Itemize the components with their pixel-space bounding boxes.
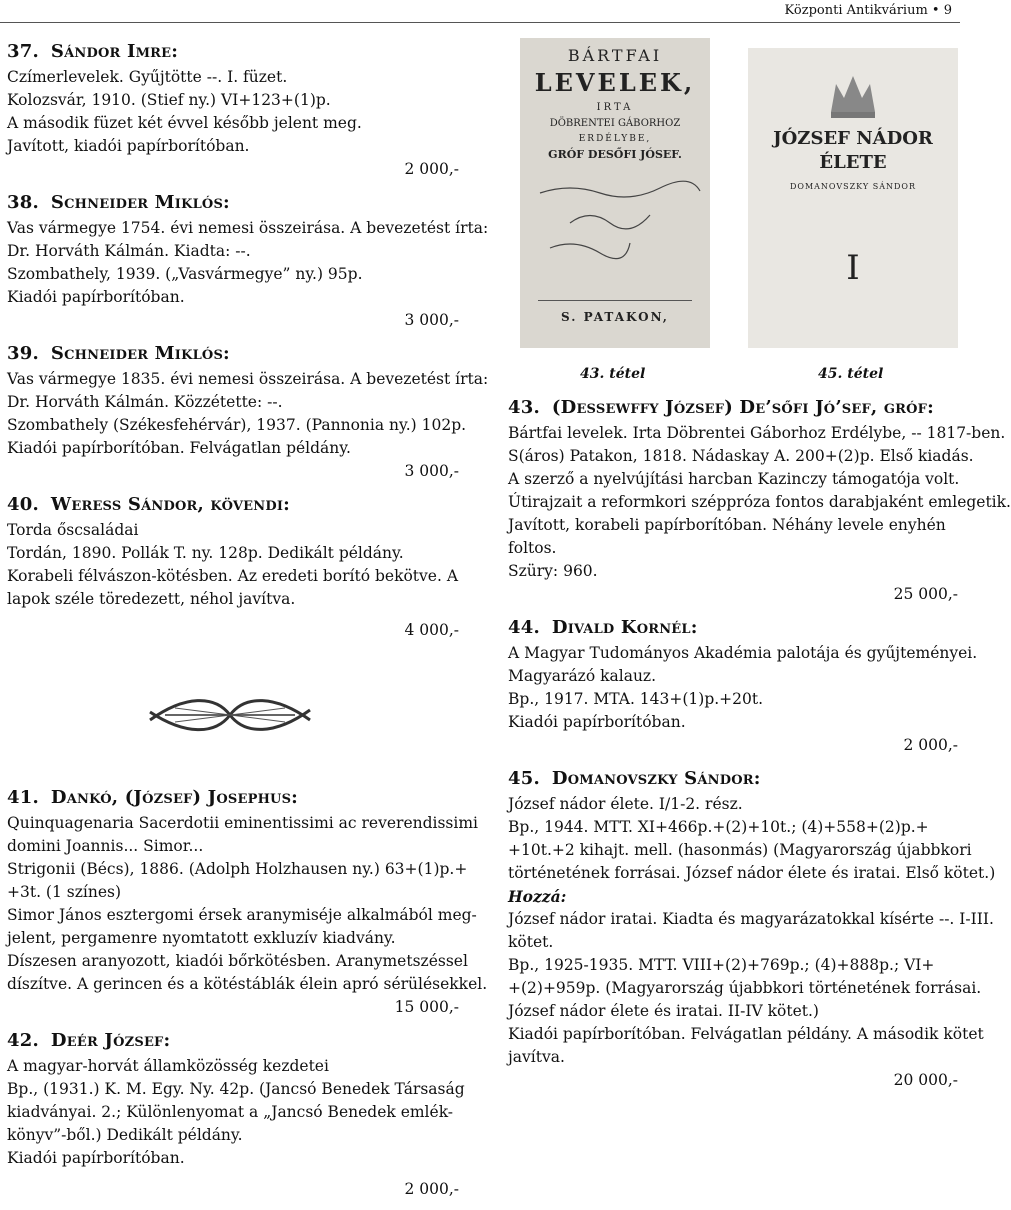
entry-price: 15 000,- xyxy=(394,998,459,1016)
catalog-entry-42 xyxy=(7,1029,465,1201)
entry-line: A Magyar Tudományos Akadémia palotája és gyűjteményei. xyxy=(508,644,978,662)
entry-line: domini Joannis... Simor... xyxy=(7,837,204,855)
entry-line: +10t.+2 kihajt. mell. (hasonmás) (Magyarország újabbkori xyxy=(508,841,972,859)
cover-text: LEVELEK, xyxy=(534,68,696,97)
entry-line: Útirajzait a reformkori széppróza fontos darabjaként emlegetik. xyxy=(508,493,1011,511)
entry-line: Czímerlevelek. Gyűjtötte --. I. füzet. xyxy=(7,68,288,86)
entry-price: 25 000,- xyxy=(893,585,958,603)
entry-line: lapok széle töredezett, néhol javítva. xyxy=(7,590,296,608)
entry-author: Sándor Imre: xyxy=(50,41,179,62)
entry-line: javítva. xyxy=(508,1048,565,1066)
entry-line: jelent, pergamenre nyomtatott exkluzív kiadvány. xyxy=(7,929,396,947)
header-title: Központi Antikvárium • 9 xyxy=(784,3,952,18)
ornament-divider xyxy=(145,690,315,740)
catalog-entry-44 xyxy=(508,616,978,757)
entry-line: Szombathely (Székesfehérvár), 1937. (Pannonia ny.) 102p. xyxy=(7,416,467,434)
entry-number: 43. xyxy=(508,397,540,418)
entry-author: Schneider Miklós: xyxy=(50,192,230,213)
cover-text: IRTA xyxy=(596,102,634,113)
entry-addition-label: Hozzá: xyxy=(508,887,567,906)
entry-number: 42. xyxy=(7,1030,39,1051)
entry-number: 45. xyxy=(508,768,540,789)
entry-author: Deér József: xyxy=(50,1030,171,1051)
entry-number: 37. xyxy=(7,41,39,62)
entry-line: díszítve. A gerincen és a kötéstáblák élein apró sérülésekkel. xyxy=(7,975,488,993)
cover-text: DOMANOVSZKY SÁNDOR xyxy=(789,182,916,191)
entry-line: Dr. Horváth Kálmán. Közzétette: --. xyxy=(7,393,283,411)
entry-heading xyxy=(7,786,459,810)
entry-line: Vas vármegye 1754. évi nemesi összeirása. A bevezetést írta: xyxy=(7,219,489,237)
entry-line: +(2)+959p. (Magyarország újabbkori történetének forrásai. xyxy=(508,979,982,997)
entry-author: (Dessewffy József) De’sőfi Jó’sef, gróf: xyxy=(551,397,934,418)
entry-price: 4 000,- xyxy=(404,621,459,639)
entry-author: Schneider Miklós: xyxy=(50,343,230,364)
crown-icon xyxy=(826,70,880,120)
entry-line: Bp., 1917. MTA. 143+(1)p.+20t. xyxy=(508,690,764,708)
entry-number: 38. xyxy=(7,192,39,213)
entry-line: Magyarázó kalauz. xyxy=(508,667,657,685)
entry-line: Kiadói papírborítóban. xyxy=(508,713,686,731)
entry-author: Domanovszky Sándor: xyxy=(551,768,761,789)
entry-heading xyxy=(508,616,958,640)
entry-line: Korabeli félvászon-kötésben. Az eredeti borító bekötve. A xyxy=(7,567,459,585)
entry-author: Divald Kornél: xyxy=(551,617,698,638)
entry-line: Kolozsvár, 1910. (Stief ny.) VI+123+(1)p. xyxy=(7,91,331,109)
divider xyxy=(538,300,692,301)
entry-line: Kiadói papírborítóban. xyxy=(7,288,185,306)
entry-author: Weress Sándor, kövendi: xyxy=(50,494,290,515)
cover-text: JÓZSEF NÁDOR xyxy=(773,128,933,149)
entry-heading xyxy=(7,191,459,215)
entry-line: A második füzet két évvel később jelent meg. xyxy=(7,114,362,132)
entry-price: 2 000,- xyxy=(404,1180,459,1198)
left-column xyxy=(7,40,489,652)
cover-text: GRÓF DESŐFI JÓSEF. xyxy=(548,148,682,161)
entry-heading xyxy=(7,493,459,517)
catalog-entry-39 xyxy=(7,342,489,483)
entry-line: Dr. Horváth Kálmán. Kiadta: --. xyxy=(7,242,251,260)
entry-line: kötet. xyxy=(508,933,554,951)
cover-text: S. PATAKON, xyxy=(561,310,669,324)
entry-line: A szerző a nyelvújítási harcban Kazinczy támogatója volt. xyxy=(508,470,960,488)
entry-line: Torda őscsaládai xyxy=(7,521,139,539)
entry-line: Javított, korabeli papírborítóban. Néhány levele enyhén xyxy=(508,516,946,534)
entry-line: Strigonii (Bécs), 1886. (Adolph Holzhausen ny.) 63+(1)p.+ xyxy=(7,860,468,878)
entry-heading xyxy=(508,767,958,791)
cover-text: ERDÉLYBE, xyxy=(578,134,652,144)
entry-line: kiadványai. 2.; Különlenyomat a „Jancsó Benedek emlék- xyxy=(7,1103,454,1121)
entry-line: Kiadói papírborítóban. Felvágatlan példány. xyxy=(7,439,351,457)
entry-number: 39. xyxy=(7,343,39,364)
entry-number: 41. xyxy=(7,787,39,808)
entry-price: 2 000,- xyxy=(404,160,459,178)
entry-line: Bártfai levelek. Irta Döbrentei Gáborhoz Erdélybe, -- 1817-ben. xyxy=(508,424,1006,442)
cover-text: ÉLETE xyxy=(819,152,887,173)
handwriting-dedication xyxy=(530,173,700,273)
entry-line: Díszesen aranyozott, kiadói bőrkötésben. Aranymetszéssel xyxy=(7,952,468,970)
book-cover-image-43 xyxy=(520,38,710,348)
catalog-entry-41 xyxy=(7,786,488,1019)
image-caption: 43. tétel xyxy=(580,366,646,382)
entry-line: Kiadói papírborítóban. Felvágatlan példány. A második kötet xyxy=(508,1025,984,1043)
entry-price: 3 000,- xyxy=(404,462,459,480)
entry-author: Dankó, (József) Josephus: xyxy=(50,787,299,808)
left-column-lower xyxy=(7,786,488,1201)
entry-line: könyv”-ből.) Dedikált példány. xyxy=(7,1126,243,1144)
catalog-entry-37 xyxy=(7,40,459,181)
entry-line: Simor János esztergomi érsek aranymiséje alkalmából meg- xyxy=(7,906,477,924)
entry-heading xyxy=(508,396,958,420)
entry-price: 3 000,- xyxy=(404,311,459,329)
entry-heading xyxy=(7,1029,459,1053)
image-caption: 45. tétel xyxy=(818,366,884,382)
entry-line: József nádor iratai. Kiadta és magyarázatokkal kísérte --. I-III. xyxy=(508,910,994,928)
entry-line: Szombathely, 1939. („Vasvármegye” ny.) 95p. xyxy=(7,265,363,283)
cover-text: I xyxy=(846,248,860,288)
cover-text: DÖBRENTEI GÁBORHOZ xyxy=(549,118,681,129)
right-column xyxy=(508,396,1011,1092)
entry-line: Kiadói papírborítóban. xyxy=(7,1149,185,1167)
entry-line: Javított, kiadói papírborítóban. xyxy=(7,137,250,155)
entry-line: Bp., (1931.) K. M. Egy. Ny. 42p. (Jancsó Benedek Társaság xyxy=(7,1080,465,1098)
entry-number: 40. xyxy=(7,494,39,515)
catalog-entry-45 xyxy=(508,767,996,1092)
entry-number: 44. xyxy=(508,617,540,638)
entry-line: Tordán, 1890. Pollák T. ny. 128p. Dedikált példány. xyxy=(7,544,404,562)
catalog-entry-40 xyxy=(7,493,459,642)
entry-heading xyxy=(7,40,459,64)
page-header xyxy=(0,0,960,23)
entry-line: +3t. (1 színes) xyxy=(7,883,122,901)
entry-price: 20 000,- xyxy=(893,1071,958,1089)
entry-line: foltos. xyxy=(508,539,557,557)
entry-heading xyxy=(7,342,459,366)
entry-line: S(áros) Patakon, 1818. Nádaskay A. 200+(2)p. Első kiadás. xyxy=(508,447,974,465)
entry-line: József nádor élete. I/1-2. rész. xyxy=(508,795,743,813)
entry-line: A magyar-horvát államközösség kezdetei xyxy=(7,1057,329,1075)
entry-price: 2 000,- xyxy=(903,736,958,754)
entry-line: Quinquagenaria Sacerdotii eminentissimi ac reverendissimi xyxy=(7,814,479,832)
entry-line: József nádor élete és iratai. II-IV kötet.) xyxy=(508,1002,819,1020)
entry-line: történetének forrásai. József nádor élete és iratai. Első kötet.) xyxy=(508,864,996,882)
entry-line: Bp., 1944. MTT. XI+466p.+(2)+10t.; (4)+558+(2)p.+ xyxy=(508,818,929,836)
book-cover-image-45 xyxy=(748,48,958,348)
entry-line: Bp., 1925-1935. MTT. VIII+(2)+769p.; (4)+888p.; VI+ xyxy=(508,956,935,974)
catalog-entry-43 xyxy=(508,396,1011,606)
entry-line: Vas vármegye 1835. évi nemesi összeirása. A bevezetést írta: xyxy=(7,370,489,388)
entry-line: Szüry: 960. xyxy=(508,562,598,580)
cover-text: BÁRTFAI xyxy=(567,46,663,65)
catalog-entry-38 xyxy=(7,191,489,332)
